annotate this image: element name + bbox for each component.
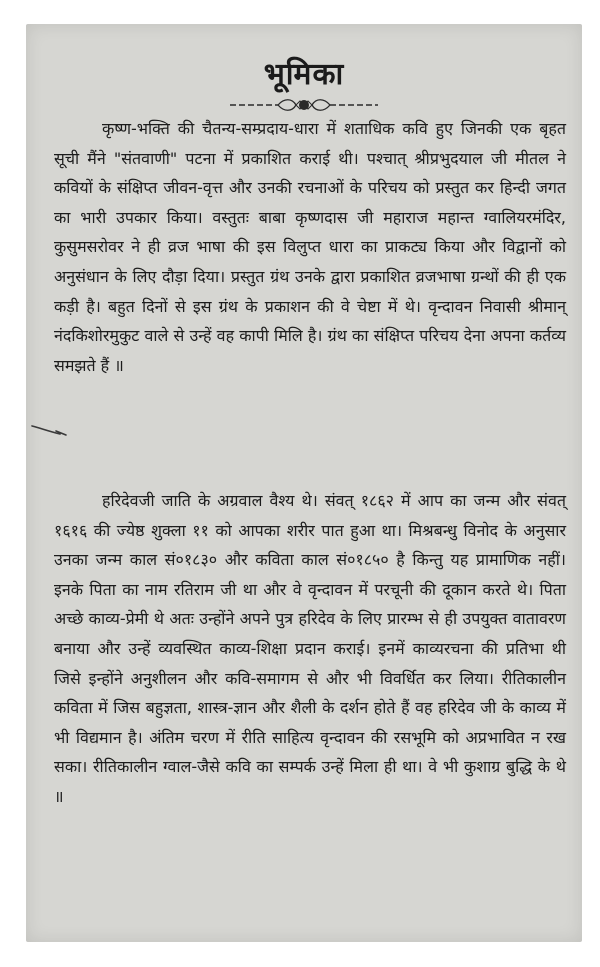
page-title: भूमिका — [263, 57, 345, 92]
paragraph-1: कृष्ण-भक्ति की चैतन्य-सम्प्रदाय-धारा में शताधिक कवि हुए जिनकी एक बृहत सूची मैंने "संतवाणी" पटना में प्रकाशित कराई थी। पश्चात् श्रीप्रभुदयाल जी मीतल ने कवियों के संक्षिप्त जीवन-वृत्त और उनकी रचनाओं के परिचय को प्रस्तुत कर हिन्दी जगत का भारी उपकार किया। वस्तुतः बाबा कृष्णदास जी महाराज महान्त ग्वालियरमंदिर, कुसुमसरोवर ने ही व्रज भाषा की इस विलुप्त धारा का प्राकट्य किया और विद्वानों को अनुसंधान के लिए दौड़ा दिया। प्रस्तुत ग्रंथ उनके द्वारा प्रकाशित व्रजभाषा ग्रन्थों की ही एक कड़ी है। बहुत दिनों से इस ग्रंथ के प्रकाशन की वे चेष्टा में थे। वृन्दावन निवासी श्रीमान् नंदकिशोरमुकुट वाले से उन्हें वह कापी मिलि है। ग्रंथ का संक्षिप्त परिचय देना अपना कर्तव्य समझते हैं ॥ — [54, 119, 566, 375]
book-page — [26, 24, 582, 942]
paragraph-2: हरिदेवजी जाति के अग्रवाल वैश्य थे। संवत् १८६२ में आप का जन्म और संवत् १६१६ की ज्येष्ठ शुक्ला ११ को आपका शरीर पात हुआ था। मिश्रबन्धु विनोद के अनुसार उनका जन्म काल सं०१८३० और कविता काल सं०१८५० है किन्तु यह प्रामाणिक नहीं। इनके पिता का नाम रतिराम जी था और वे वृन्दावन में परचूनी की दूकान करते थे। पिता अच्छे काव्य-प्रेमी थे अतः उन्होंने अपने पुत्र हरिदेव के लिए प्रारम्भ से ही उपयुक्त वातावरण बनाया और उन्हें व्यवस्थित काव्य-शिक्षा प्रदान कराई। इनमें काव्यरचना की प्रतिभा थी जिसे इन्होंने अनुशीलन और कवि-समागम से और भी विवर्धित कर लिया। रीतिकालीन कविता में जिस बहुज्ञता, शास्त्र-ज्ञान और शैली के दर्शन होते हैं वह हरिदेव जी के काव्य में भी विद्यमान है। अंतिम चरण में रीति साहित्य वृन्दावन की रसभूमि को अप्रभावित न रख सका। रीतिकालीन ग्वाल-जैसे कवि का सम्पर्क उन्हें मिला ही था। वे भी कुशाग्र बुद्धि के थे ॥ — [54, 491, 566, 806]
pencil-margin-mark-icon — [30, 422, 70, 438]
decorative-flourish-icon — [226, 96, 382, 114]
